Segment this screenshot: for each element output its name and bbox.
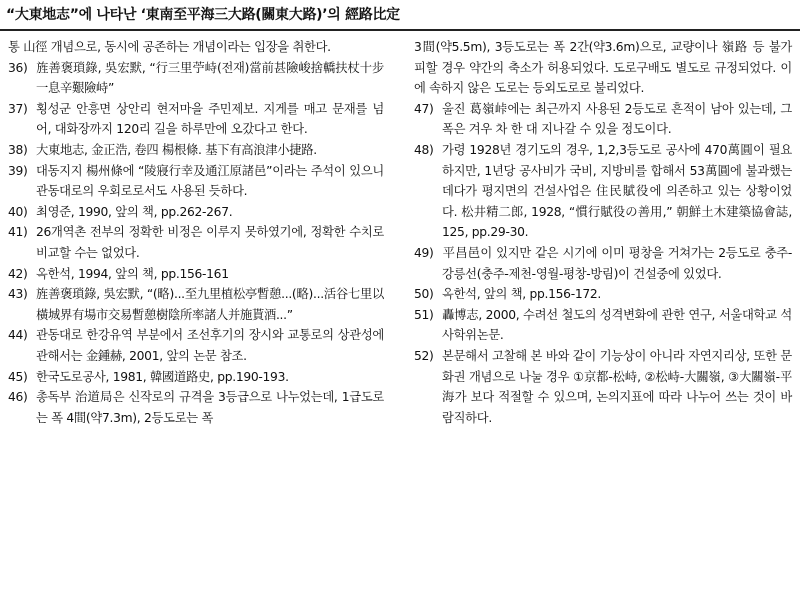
- footnote-number: 44): [8, 328, 28, 343]
- footnote: [8, 58, 384, 99]
- footnote: [8, 37, 384, 58]
- footnote-number: 49): [414, 245, 434, 260]
- header-rule: [0, 29, 800, 31]
- footnote-number: 50): [414, 287, 434, 302]
- footnote-text: 대동지지 楊州條에 “陵寢行幸及通江原諸邑”이라는 주석이 있으니 관동대로의 우회로로서도 사용된 듯하다.: [36, 163, 384, 199]
- footnote: [8, 367, 384, 388]
- notes-column-left: [8, 37, 384, 428]
- footnote-text: 轟博志, 2000, 수려선 철도의 성격변화에 관한 연구, 서울대학교 석사학위논문.: [442, 307, 792, 343]
- footnote-text: 통 山徑 개념으로, 동시에 공존하는 개념이라는 입장을 취한다.: [8, 40, 331, 54]
- footnote: [8, 161, 384, 202]
- footnote-text: 한국도로공사, 1981, 韓國道路史, pp.190-193.: [36, 369, 289, 384]
- footnote: [414, 99, 792, 140]
- footnote: [414, 243, 792, 284]
- footnote-text: 본문해서 고찰해 본 바와 같이 기능상이 아니라 자연지리상, 또한 문화권 개념으로 나눌 경우 ①京都-松峙, ②松峙-大關嶺, ③大關嶺-平海가 보다 적절할 수 있으며, 논의지표에 따라 나누어 쓰는 것이 바람직하다.: [442, 348, 792, 425]
- footnote: [8, 140, 384, 161]
- footnote: [8, 202, 384, 223]
- footnote: [8, 222, 384, 263]
- footnote: [414, 140, 792, 243]
- footnote-text: 가령 1928년 경기도의 경우, 1,2,3등도로 공사에 470萬圓이 필요하지만, 1년당 공사비가 국비, 지방비를 합해서 53萬圓에 불과했는데다가 평지면의 건설사업은 住民賦役에 의존하고 있는 상황이었다. 松井精二郎, 1928, “慣行賦役の善用,” 朝鮮土木建築協會誌, 125, pp.29-30.: [442, 142, 792, 240]
- footnote-number: 45): [8, 369, 28, 384]
- footnote-number: 42): [8, 266, 28, 281]
- footnote-number: 47): [414, 101, 434, 116]
- footnote-text: 旌善褒瑣錄, 吳宏默, “(略)...至九里植松亭暫憩...(略)...活谷七里以橫城界有場市交易暫憩樹陰所率諸人并施貰酒...”: [36, 287, 384, 322]
- footnote-text: 옥한석, 1994, 앞의 책, pp.156-161: [36, 266, 229, 281]
- footnote-number: 51): [414, 307, 434, 322]
- footnote-number: 41): [8, 225, 28, 240]
- footnote-number: 46): [8, 390, 28, 405]
- footnote-text: 3間(약5.5m), 3등도로는 폭 2간(약3.6m)으로, 교량이나 嶺路 등 불가피할 경우 약간의 축소가 허용되었다. 도로구배도 별도로 규정되었다. 이에 속하지 않은 도로는 등외도로로 불리었다.: [414, 40, 792, 96]
- footnote-text: 옥한석, 앞의 책, pp.156-172.: [442, 287, 602, 302]
- footnote-text: 26개역촌 전부의 정확한 비정은 이루지 못하였기에, 정확한 수치로 비교할 수는 없었다.: [36, 225, 384, 260]
- footnote: [8, 264, 384, 285]
- footnote-number: 37): [8, 101, 28, 116]
- footnote-text: 旌善褒瑣錄, 吳宏默, “行三里苧峙(전재)當前甚險峻捨轎扶杖十步一息辛艱險峙”: [36, 60, 384, 96]
- footnote-text: 울진 葛嶺峠에는 최근까지 사용된 2등도로 흔적이 남아 있는데, 그 폭은 겨우 차 한 대 지나갈 수 있을 정도이다.: [442, 101, 792, 137]
- notes-column-right: [414, 37, 792, 428]
- footnote-text: 관동대로 한강유역 부분에서 조선후기의 장시와 교통로의 상관성에 관해서는 金鍾赫, 2001, 앞의 논문 참조.: [36, 328, 384, 363]
- running-header: “大東地志”에 나타난 ‘東南至平海三大路(關東大路)’의 經路比定: [6, 7, 400, 23]
- footnote: [414, 284, 792, 305]
- footnote-text: 平昌邑이 있지만 같은 시기에 이미 평창을 거쳐가는 2등도로 충주-강릉선(충주-제천-영월-평창-방림)이 건설중에 있었다.: [442, 245, 792, 281]
- footnote: [8, 99, 384, 140]
- footnote-text: 총독부 治道局은 신작로의 규격을 3등급으로 나누었는데, 1급도로는 폭 4間(약7.3m), 2등도로는 폭: [36, 390, 384, 425]
- footnote: [8, 325, 384, 366]
- footnote: [8, 284, 384, 325]
- footnote-text: 횡성군 안흥면 상안리 현저마을 주민제보. 지게를 매고 문재를 넘어, 대화장까지 120리 길을 하루만에 오갔다고 한다.: [36, 101, 384, 137]
- footnote-number: 38): [8, 142, 28, 157]
- footnote: [414, 305, 792, 346]
- footnote: [8, 387, 384, 428]
- footnote-number: 52): [414, 348, 434, 363]
- footnote-number: 39): [8, 163, 28, 178]
- footnote-number: 43): [8, 287, 28, 302]
- footnote: [414, 346, 792, 428]
- footnote-number: 36): [8, 60, 28, 75]
- footnote-number: 48): [414, 142, 434, 157]
- footnote-text: 최영준, 1990, 앞의 책, pp.262-267.: [36, 204, 233, 219]
- footnote-number: 40): [8, 204, 28, 219]
- footnote-text: 大東地志, 金正浩, 卷四 楊根條. 基下有高浪津小捷路.: [36, 142, 317, 157]
- footnote: [414, 37, 792, 99]
